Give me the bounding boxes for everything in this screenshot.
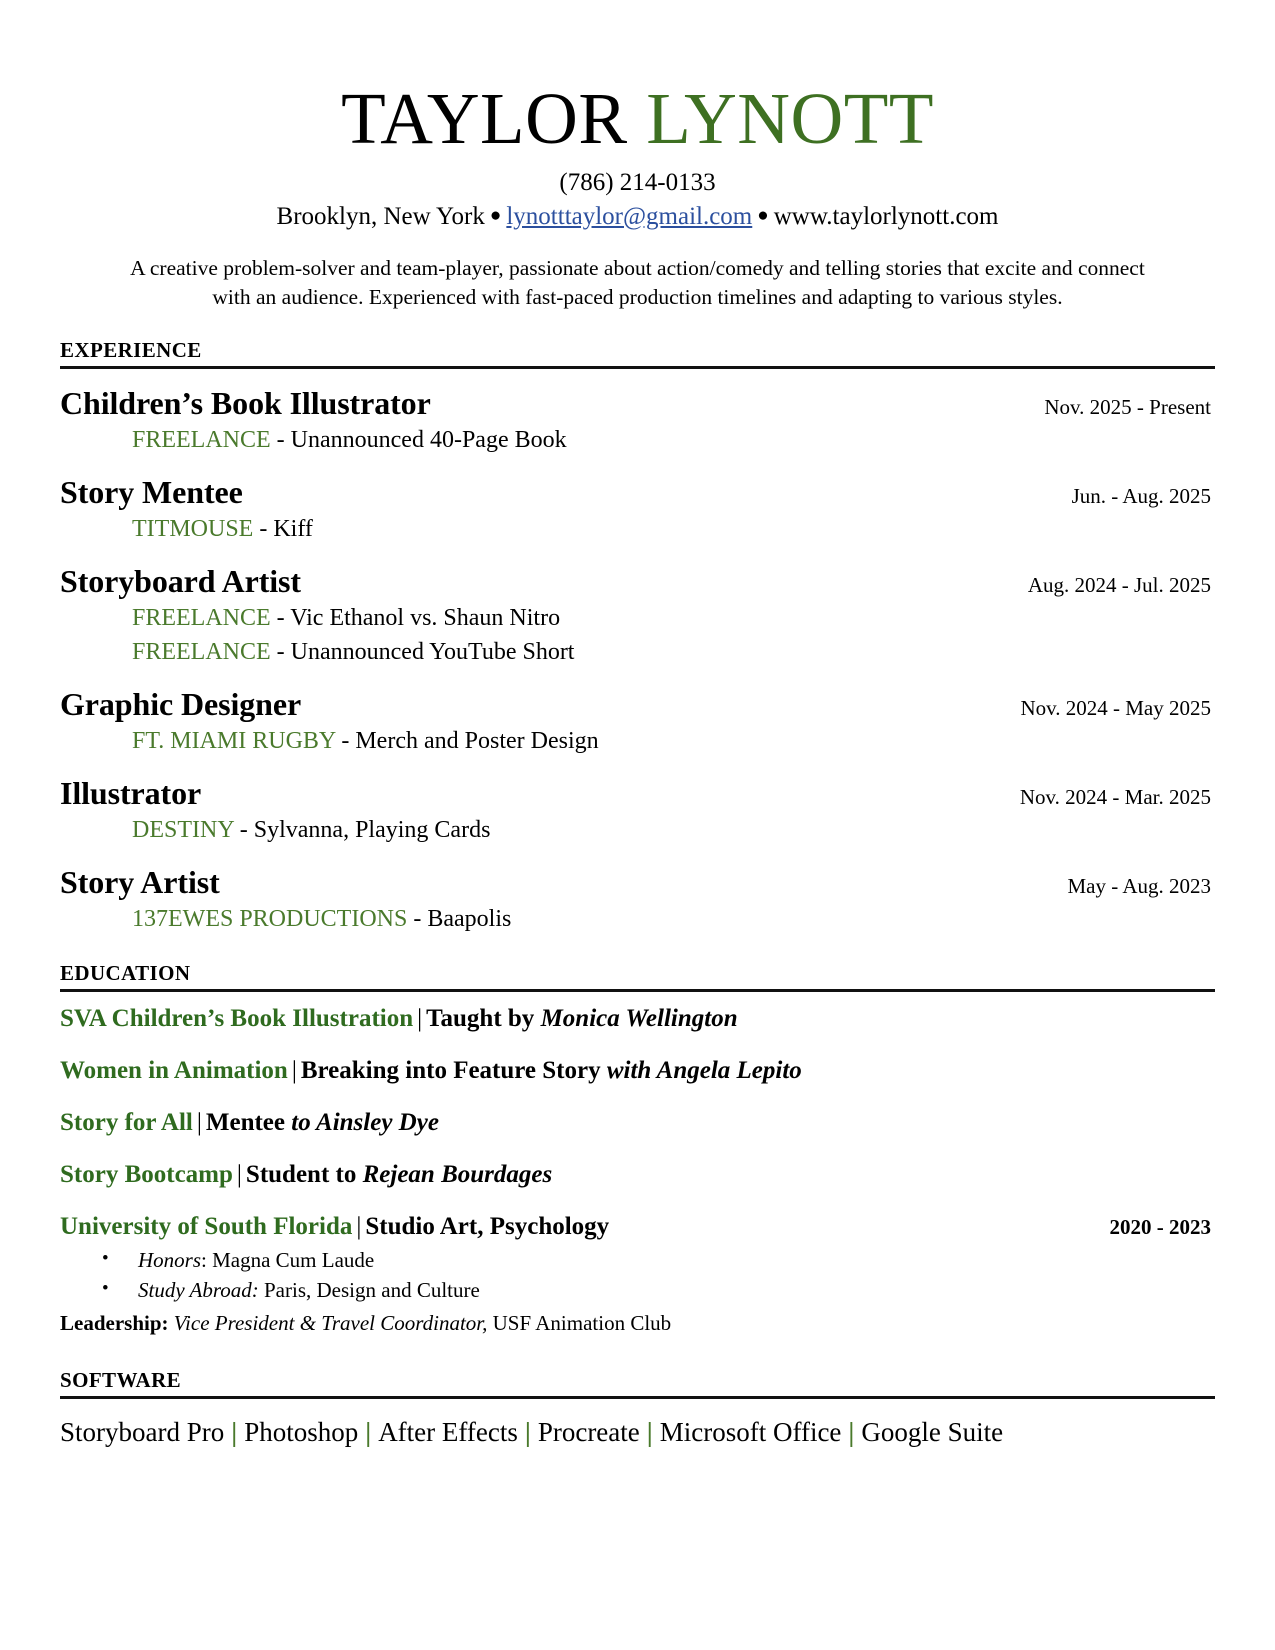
job-role-line [132,603,1215,634]
education-line [60,1056,1215,1086]
last-name: LYNOTT [646,78,934,159]
experience-header-row [60,385,1215,422]
job-date: Nov. 2024 - May 2025 [1020,695,1211,720]
software-item: After Effects [378,1417,518,1448]
education-line [60,1004,1215,1034]
project-name: Unannounced YouTube Short [290,638,575,665]
pipe-separator: | [524,1417,531,1448]
experience-item [60,385,1215,456]
project-name: Merch and Poster Design [355,727,599,754]
job-date: Nov. 2024 - Mar. 2025 [1019,784,1211,809]
page-title [60,78,1215,159]
education-years: 2020 - 2023 [1109,1214,1211,1239]
experience-header-row [60,563,1215,600]
job-title: Story Artist [60,863,220,900]
job-title: Children’s Book Illustrator [60,384,431,421]
job-role-line [132,514,1215,545]
school-name: Story for All [60,1108,193,1136]
education-line [60,1108,1215,1138]
job-role-line [132,904,1215,935]
experience-header-row [60,864,1215,901]
project-name: Unannounced 40-Page Book [290,426,567,453]
software-item: Photoshop [244,1417,359,1448]
education-line [60,1212,609,1242]
list-item [60,1245,1215,1275]
education-item [60,1212,1215,1338]
contact-line [60,202,1215,232]
instructor-name: with Angela Lepito [606,1056,802,1084]
job-title: Storyboard Artist [60,562,301,599]
section-divider [60,366,1215,369]
school-name: Women in Animation [60,1056,288,1084]
leadership-line [60,1308,1215,1338]
pipe-separator: | [365,1417,372,1448]
pipe-separator: | [356,1212,362,1240]
job-role-line [132,425,1215,456]
experience-item [60,864,1215,935]
experience-list [60,385,1215,935]
instructor-name: to Ainsley Dye [291,1108,439,1136]
education-detail: Taught by [426,1004,541,1032]
company-name: 137EWES PRODUCTIONS [132,905,408,932]
role-dash: - [270,604,291,631]
education-detail: Mentee [205,1108,292,1136]
email-link[interactable]: lynotttaylor@gmail.com [506,202,753,230]
pipe-separator: | [291,1056,297,1084]
pipe-separator: | [417,1004,423,1032]
school-name: SVA Children’s Book Illustration [60,1004,414,1032]
education-item [60,1004,1215,1034]
website-text: www.taylorlynott.com [773,202,999,230]
instructor-name: Rejean Bourdages [362,1160,553,1188]
education-detail: Studio Art, Psychology [365,1212,610,1240]
section-heading-software: SOFTWARE [60,1368,182,1393]
first-name: TAYLOR [341,78,628,159]
role-dash: - [407,905,428,932]
education-item [60,1108,1215,1138]
education-line [60,1160,1215,1190]
education-list [60,1004,1215,1338]
bullet-separator-icon: ● [489,204,502,226]
education-header-row [60,1212,1215,1242]
role-dash: - [270,638,291,665]
role-dash: - [233,816,254,843]
pipe-separator: | [196,1108,202,1136]
job-title: Illustrator [60,774,202,811]
project-name: Vic Ethanol vs. Shaun Nitro [290,604,561,631]
job-role-line [132,815,1215,846]
education-item [60,1056,1215,1086]
experience-item [60,474,1215,545]
bullet-label: Honors [138,1247,202,1272]
education-detail: Student to [245,1160,363,1188]
instructor-name: Monica Wellington [540,1004,738,1032]
experience-header-row [60,474,1215,511]
job-date: Aug. 2024 - Jul. 2025 [1027,572,1211,597]
pipe-separator: | [231,1417,238,1448]
phone-number: (786) 214-0133 [559,169,716,196]
experience-item [60,563,1215,668]
experience-item [60,775,1215,846]
school-name: University of South Florida [60,1212,353,1240]
software-list [60,1415,1215,1450]
software-item: Microsoft Office [659,1417,842,1448]
job-date: Nov. 2025 - Present [1044,394,1211,419]
company-name: FREELANCE [132,638,271,665]
company-name: DESTINY [132,816,234,843]
section-divider [60,1396,1215,1399]
section-heading-experience: EXPERIENCE [60,337,202,362]
job-role-line [132,637,1215,668]
leadership-org: USF Animation Club [487,1310,672,1335]
summary-paragraph: A creative problem-solver and team-player, passionate about action/comedy and telling stories that excite and connect with an audience. Experienced with fast-paced production timelines and adapting to various styles. [130,255,1145,309]
location-text: Brooklyn, New York [276,202,485,230]
bullet-separator-icon: ● [757,204,769,226]
job-role-line [132,726,1215,757]
section-divider [60,989,1215,992]
software-item: Google Suite [861,1417,1004,1448]
company-name: TITMOUSE [132,515,254,542]
education-bullet-list [60,1245,1215,1306]
education-item [60,1160,1215,1190]
leadership-role: Vice President & Travel Coordinator, [168,1310,488,1335]
role-dash: - [270,426,291,453]
company-name: FREELANCE [132,604,271,631]
job-title: Graphic Designer [60,685,302,722]
project-name: Baapolis [427,905,512,932]
experience-item [60,686,1215,757]
bullet-value: Magna Cum Laude [212,1247,375,1272]
company-name: FT. MIAMI RUGBY [132,727,336,754]
pipe-separator: | [236,1160,242,1188]
company-name: FREELANCE [132,426,271,453]
software-item: Procreate [537,1417,640,1448]
leadership-label: Leadership: [60,1310,169,1335]
job-date: May - Aug. 2023 [1067,873,1211,898]
experience-header-row [60,775,1215,812]
project-name: Sylvanna, Playing Cards [253,816,491,843]
job-title: Story Mentee [60,473,243,510]
project-name: Kiff [273,515,313,542]
experience-header-row [60,686,1215,723]
bullet-label: Study Abroad: [138,1278,259,1303]
software-item: Storyboard Pro [60,1417,225,1448]
education-detail: Breaking into Feature Story [300,1056,607,1084]
role-dash: - [335,727,356,754]
bullet-value: Paris, Design and Culture [264,1278,480,1303]
pipe-separator: | [646,1417,653,1448]
job-date: Jun. - Aug. 2025 [1071,483,1211,508]
pipe-separator: | [848,1417,855,1448]
section-heading-education: EDUCATION [60,960,191,985]
list-item [60,1275,1215,1305]
school-name: Story Bootcamp [60,1160,233,1188]
role-dash: - [253,515,274,542]
bullet-label-suffix: : [201,1247,213,1272]
